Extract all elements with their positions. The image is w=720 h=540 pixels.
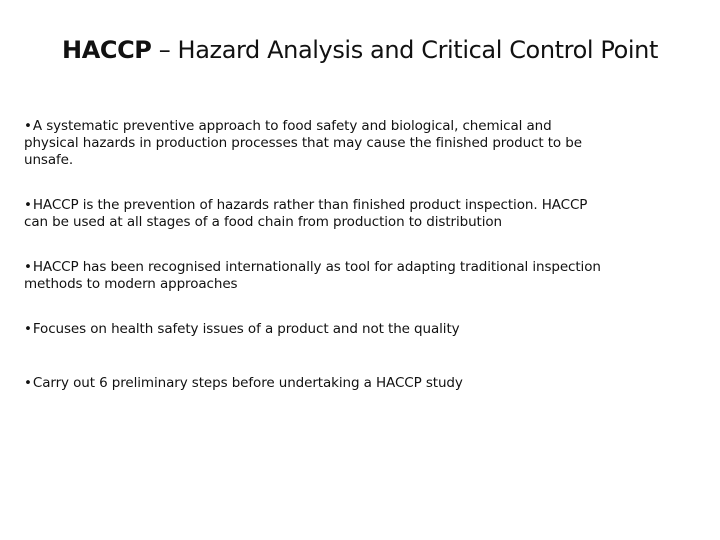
bullet-marker: • (24, 321, 32, 337)
bullet-item (24, 321, 604, 338)
bullet-marker: • (24, 375, 32, 391)
bullet-text: A systematic preventive approach to food safety and biological, chemical and physical hazards in production processes that may cause the finished product to be unsafe. (24, 118, 582, 168)
bullet-marker: • (24, 118, 32, 134)
title-expansion: – Hazard Analysis and Critical Control Point (151, 36, 658, 64)
bullet-list (24, 118, 604, 429)
title-acronym: HACCP (62, 36, 152, 64)
bullet-item (24, 118, 604, 169)
bullet-item (24, 197, 604, 231)
slide-title (0, 36, 720, 64)
bullet-text: HACCP has been recognised internationally as tool for adapting traditional inspection methods to modern approaches (24, 259, 601, 292)
bullet-text: Carry out 6 preliminary steps before undertaking a HACCP study (32, 375, 463, 391)
bullet-item (24, 259, 604, 293)
bullet-item (24, 375, 604, 392)
bullet-text: HACCP is the prevention of hazards rather than finished product inspection. HACCP can be used at all stages of a food chain from production to distribution (24, 197, 588, 230)
bullet-marker: • (24, 197, 32, 213)
bullet-text: Focuses on health safety issues of a product and not the quality (32, 321, 460, 337)
bullet-marker: • (24, 259, 32, 275)
